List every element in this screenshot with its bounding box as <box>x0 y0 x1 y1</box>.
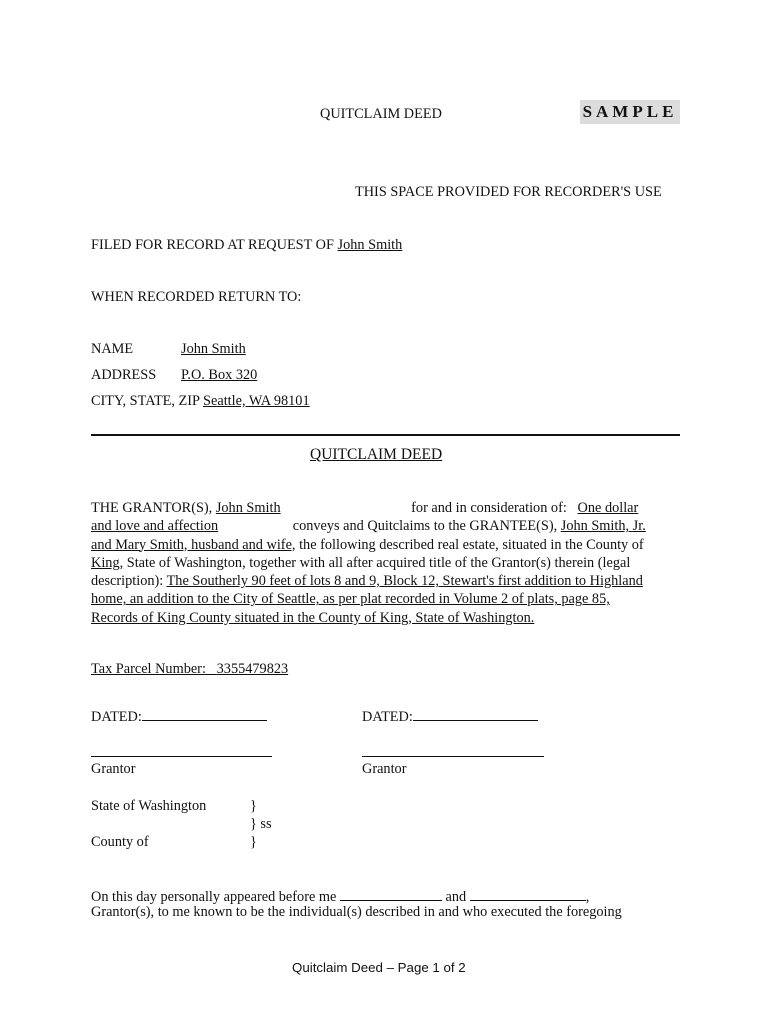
ack-comma: , <box>585 889 590 905</box>
signature-line-right[interactable] <box>362 756 544 757</box>
venue-brace-ss: } ss <box>250 816 272 832</box>
grant-line-3 <box>91 536 691 554</box>
dated-left <box>91 706 267 726</box>
grant-line-5 <box>91 572 691 590</box>
acknowledgment-line-1 <box>91 886 589 906</box>
filed-for-record-value: John Smith <box>337 237 403 253</box>
city-state-zip-line <box>91 393 310 410</box>
legal-description-label: description): <box>91 573 167 590</box>
grantee-value-2: and Mary Smith, husband and wife, <box>91 536 296 553</box>
dated-label-right: DATED: <box>362 709 413 725</box>
city-state-zip-value: Seattle, WA 98101 <box>203 393 310 409</box>
page-footer: Quitclaim Deed – Page 1 of 2 <box>292 960 466 975</box>
grant-line-2 <box>91 517 691 535</box>
name-label: NAME <box>91 341 134 357</box>
grantor-label: THE GRANTOR(S), <box>91 500 216 516</box>
consideration-value-2: and love and affection <box>91 518 219 535</box>
grantor-caption-left: Grantor <box>91 761 136 777</box>
grantor-value <box>216 500 408 516</box>
recorder-use-note: THIS SPACE PROVIDED FOR RECORDER'S USE <box>355 184 662 200</box>
grantee-value-1: John Smith, Jr. <box>560 518 646 535</box>
name-value: John Smith <box>181 341 246 357</box>
address-label: ADDRESS <box>91 367 157 383</box>
dated-label-left: DATED: <box>91 709 142 725</box>
dated-field-right[interactable] <box>413 706 538 721</box>
ack-and-text: and <box>441 889 470 905</box>
consideration-value-2-wrap <box>91 518 289 534</box>
consideration-label: for and in consideration of: <box>407 500 567 516</box>
consideration-value-1: One dollar <box>577 500 639 516</box>
sample-stamp: SAMPLE <box>580 100 680 124</box>
ack-name-field-1[interactable] <box>340 886 442 901</box>
deed-title: QUITCLAIM DEED <box>310 446 443 463</box>
venue-county: County of <box>91 834 149 850</box>
grant-line-6 <box>91 590 691 608</box>
grantor-name: John Smith <box>215 500 281 516</box>
grant-paragraph <box>91 499 691 627</box>
title-text: State of Washington, together with all after acquired title of the Grantor(s) therein (legal <box>123 554 631 571</box>
acknowledgment-line-2: Grantor(s), to me known to be the individual(s) described in and who executed the foregoing <box>91 904 622 920</box>
venue-brace-bottom: } <box>250 834 257 850</box>
dated-field-left[interactable] <box>142 706 267 721</box>
grant-line-1 <box>91 499 691 517</box>
grant-line-7 <box>91 609 691 627</box>
return-to-heading: WHEN RECORDED RETURN TO: <box>91 289 302 305</box>
ack-appeared-text: On this day personally appeared before me <box>91 889 340 905</box>
grant-line-4 <box>91 554 691 572</box>
legal-description-3: Records of King County situated in the County of King, State of Washington. <box>91 609 535 626</box>
section-divider <box>91 434 680 436</box>
tax-parcel-value: 3355479823 <box>216 661 289 677</box>
situated-text: the following described real estate, situated in the County of <box>295 536 644 553</box>
venue-state: State of Washington <box>91 798 207 814</box>
county-value: King, <box>91 554 124 571</box>
tax-parcel-label: Tax Parcel Number: <box>91 661 206 677</box>
header-title: QUITCLAIM DEED <box>320 106 442 122</box>
grantor-caption-right: Grantor <box>362 761 407 777</box>
grantee-label: conveys and Quitclaims to the GRANTEE(S), <box>289 518 561 535</box>
filed-for-record-label: FILED FOR RECORD AT REQUEST OF <box>91 237 334 253</box>
dated-right <box>362 706 538 726</box>
address-value: P.O. Box 320 <box>181 367 258 383</box>
ack-name-field-2[interactable] <box>470 886 586 901</box>
tax-parcel-line <box>91 661 440 678</box>
legal-description-2: home, an addition to the City of Seattle, as per plat recorded in Volume 2 of plats, page 85, <box>91 591 610 608</box>
city-state-zip-label: CITY, STATE, ZIP <box>91 393 200 409</box>
legal-description-1: The Southerly 90 feet of lots 8 and 9, Block 12, Stewart's first addition to Highland <box>166 573 643 590</box>
venue-brace-top: } <box>250 798 257 814</box>
signature-line-left[interactable] <box>91 756 272 757</box>
filed-for-record-line <box>91 237 402 254</box>
